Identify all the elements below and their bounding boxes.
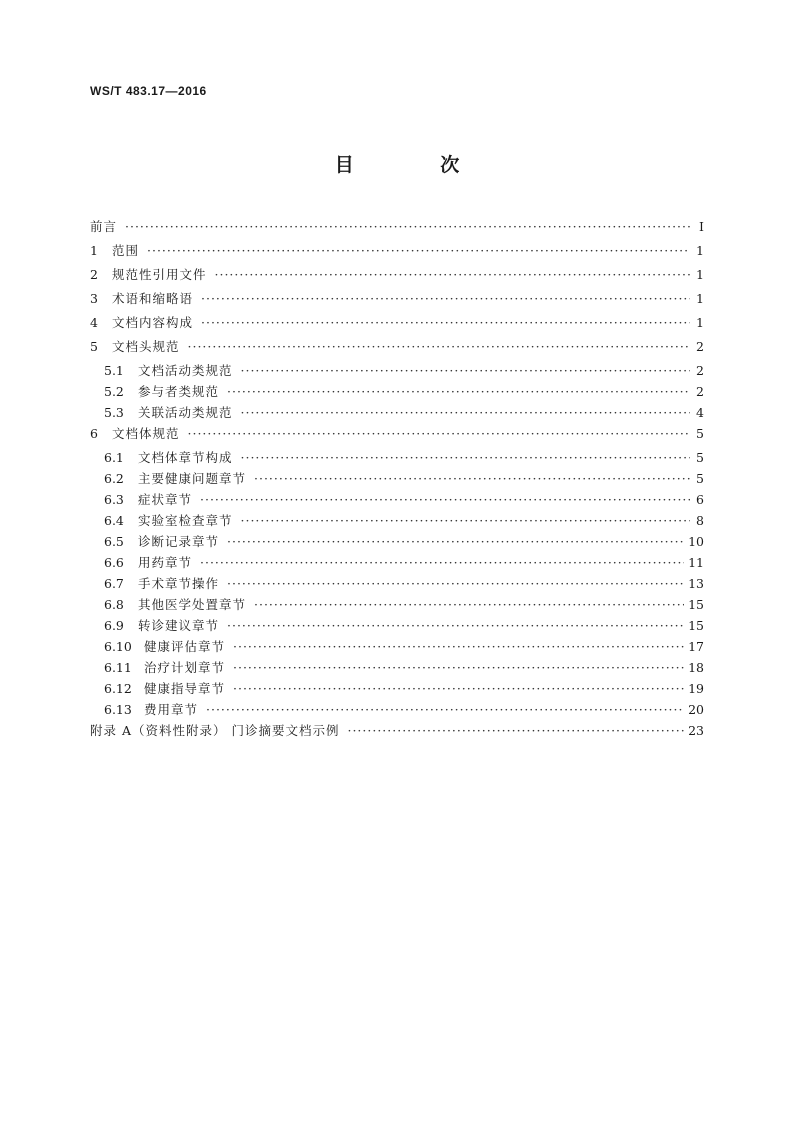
toc-entry-text: 关联活动类规范 [138,405,233,420]
document-code: WS/T 483.17—2016 [90,84,207,98]
toc-entry-text: 文档体规范 [112,426,180,441]
toc-dot-leader [125,216,690,237]
toc-dot-leader [215,264,690,285]
page-title: 目 次 [334,154,500,176]
toc-entry-text: 手术章节操作 [138,576,220,591]
toc-entry-text: 规范性引用文件 [112,267,207,282]
toc-entry-number: 5.2 [104,384,124,399]
toc-dot-leader [254,594,684,615]
toc-entry-6-13[interactable] [90,699,704,720]
toc-entry-text: 文档头规范 [112,339,180,354]
toc-entry-number: 6.5 [104,534,124,549]
toc-page-number: 6 [696,492,704,507]
table-of-contents [90,216,704,741]
toc-dot-leader [241,447,690,468]
toc-entry-number: 3 [90,291,98,306]
toc-dot-leader [233,678,684,699]
toc-entry-text: 症状章节 [138,492,193,507]
toc-page-number: 19 [688,681,704,696]
toc-dot-leader [227,381,690,402]
toc-entry-number: 2 [90,267,98,282]
toc-page-number: 2 [696,339,704,354]
toc-page-number: 5 [696,426,704,441]
toc-entry-2[interactable] [90,264,704,285]
toc-page-number: 15 [688,618,704,633]
toc-entry-text: 范围 [112,243,140,258]
toc-entry-text: 健康评估章节 [144,639,226,654]
toc-page-number: 1 [696,315,704,330]
toc-page-number: 17 [688,639,704,654]
toc-entry-number: 5.1 [104,363,124,378]
toc-dot-leader [233,636,684,657]
toc-dot-leader [241,510,690,531]
toc-page-number: 20 [688,702,704,717]
toc-entry-text: 前言 [90,219,118,234]
toc-entry-4[interactable] [90,312,704,333]
toc-page-number: 11 [688,555,704,570]
toc-entry-text: 转诊建议章节 [138,618,220,633]
toc-page-number: 2 [696,363,704,378]
toc-entry-text: 主要健康问题章节 [138,471,247,486]
toc-page-number: 1 [696,243,704,258]
toc-dot-leader [200,552,684,573]
toc-entry-number: 6.3 [104,492,124,507]
toc-dot-leader [201,312,690,333]
toc-entry-foreword[interactable] [90,216,704,237]
toc-page-number: 1 [696,291,704,306]
toc-entry-5[interactable] [90,336,704,357]
toc-page-number: 8 [696,513,704,528]
toc-page-number: Ⅰ [699,219,704,234]
toc-page-number: 13 [688,576,704,591]
toc-entry-number: 6.12 [104,681,132,696]
toc-entry-number: 6.4 [104,513,124,528]
toc-dot-leader [147,240,690,261]
toc-entry-number: 6.7 [104,576,124,591]
toc-dot-leader [254,468,690,489]
toc-dot-leader [201,288,690,309]
toc-entry-5-1[interactable] [90,360,704,381]
toc-page-number: 5 [696,450,704,465]
toc-entry-text: 用药章节 [138,555,193,570]
toc-dot-leader [227,615,684,636]
toc-dot-leader [206,699,684,720]
toc-dot-leader [227,573,684,594]
toc-entry-number: 6.2 [104,471,124,486]
toc-entry-number: 6.11 [104,660,132,675]
toc-dot-leader [347,720,684,741]
toc-entry-number: 6.10 [104,639,132,654]
toc-page-number: 10 [688,534,704,549]
toc-page-number: 23 [688,723,704,738]
toc-entry-text: 实验室检查章节 [138,513,233,528]
toc-dot-leader [241,402,690,423]
toc-entry-number: 6.13 [104,702,132,717]
toc-entry-6-6[interactable] [90,552,704,573]
toc-entry-5-3[interactable] [90,402,704,423]
toc-entry-6-12[interactable] [90,678,704,699]
toc-page-number: 1 [696,267,704,282]
toc-entry-number: 6.1 [104,450,124,465]
toc-entry-number: 5 [90,339,98,354]
toc-entry-text: 文档活动类规范 [138,363,233,378]
toc-entry-6-10[interactable] [90,636,704,657]
toc-entry-text: 术语和缩略语 [112,291,194,306]
toc-page-number: 18 [688,660,704,675]
toc-entry-number: 6.6 [104,555,124,570]
toc-entry-text: 健康指导章节 [144,681,226,696]
toc-entry-3[interactable] [90,288,704,309]
toc-entry-number: 1 [90,243,98,258]
toc-entry-1[interactable] [90,240,704,261]
toc-entry-text: 文档体章节构成 [138,450,233,465]
toc-page-number: 4 [696,405,704,420]
toc-entry-6-1[interactable] [90,447,704,468]
toc-dot-leader [200,489,690,510]
toc-entry-text: 文档内容构成 [112,315,194,330]
toc-dot-leader [188,336,690,357]
toc-entry-text: 附录 A（资料性附录） 门诊摘要文档示例 [90,723,340,738]
toc-page-number: 2 [696,384,704,399]
toc-page-number: 15 [688,597,704,612]
toc-entry-6-5[interactable] [90,531,704,552]
toc-entry-text: 诊断记录章节 [138,534,220,549]
toc-entry-number: 4 [90,315,98,330]
toc-dot-leader [233,657,684,678]
toc-entry-text: 其他医学处置章节 [138,597,247,612]
toc-entry-text: 治疗计划章节 [144,660,226,675]
toc-entry-number: 6.8 [104,597,124,612]
toc-entry-text: 参与者类规范 [138,384,220,399]
toc-entry-6-9[interactable] [90,615,704,636]
toc-entry-number: 6.9 [104,618,124,633]
toc-entry-5-2[interactable] [90,381,704,402]
toc-entry-6-3[interactable] [90,489,704,510]
toc-entry-6-8[interactable] [90,594,704,615]
toc-entry-number: 6 [90,426,98,441]
toc-entry-appendix-a[interactable] [90,720,704,741]
toc-entry-6[interactable] [90,423,704,444]
toc-entry-text: 费用章节 [144,702,199,717]
toc-entry-6-11[interactable] [90,657,704,678]
toc-entry-6-4[interactable] [90,510,704,531]
toc-dot-leader [241,360,690,381]
toc-page-number: 5 [696,471,704,486]
toc-entry-6-2[interactable] [90,468,704,489]
toc-entry-number: 5.3 [104,405,124,420]
toc-dot-leader [227,531,684,552]
toc-entry-6-7[interactable] [90,573,704,594]
toc-dot-leader [188,423,690,444]
